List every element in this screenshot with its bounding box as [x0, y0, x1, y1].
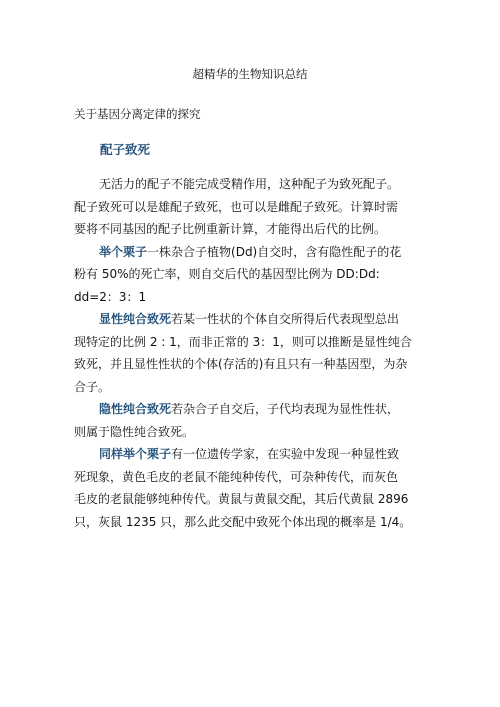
paragraph-line: [74, 398, 434, 421]
paragraph-text: 若某一性状的个体自交所得后代表现型总出: [171, 312, 400, 326]
recessive-lethal-term: 隐性纯合致死: [99, 402, 172, 416]
paragraph-line: 现特定的比例 2 : 1，而非正常的 3：1，则可以推断是显性纯合: [74, 334, 412, 349]
paragraph-line: 只，灰鼠 1235 只，那么此交配中致死个体出现的概率是 1/4。: [74, 514, 412, 529]
paragraph-text: 若杂合子自交后，子代均表现为显性性状，: [171, 402, 400, 416]
section-heading: 配子致死: [100, 142, 151, 157]
example-term: 同样举个栗子: [99, 447, 172, 461]
paragraph-line: 合子。: [74, 379, 111, 394]
paragraph-example-1: [74, 241, 434, 309]
paragraph-line: 粉有 50%的死亡率，则自交后代的基因型比例为 DD:Dd:: [74, 267, 380, 281]
paragraph-recessive-homozygous-lethal: [74, 398, 434, 443]
paragraph-dominant-homozygous-lethal: [74, 308, 434, 398]
example-term: 举个栗子: [99, 244, 148, 259]
paragraph-text: 有一位遗传学家，在实验中发现一种显性致: [171, 447, 400, 461]
paragraph-gamete-lethal-definition: [74, 173, 434, 241]
paragraph-line: 要将不同基因的配子比例重新计算，才能得出后代的比例。: [74, 222, 387, 236]
paragraph-line: 死现象，黄色毛皮的老鼠不能纯种传代，可杂种传代，而灰色: [74, 469, 399, 484]
paragraph-text: 一株杂合子植物(Dd)自交时，含有隐性配子的花: [147, 244, 402, 259]
paragraph-line: [74, 308, 434, 331]
paragraph-example-2: [74, 443, 434, 533]
paragraph-line: dd=2：3：1: [74, 289, 147, 304]
paragraph-line: [74, 241, 434, 264]
paragraph-line: 配子致死可以是雄配子致死，也可以是雌配子致死。计算时需: [74, 199, 399, 214]
document-title: 超精华的生物知识总结: [192, 67, 308, 81]
paragraph-line: [74, 443, 434, 466]
paragraph-line: 则属于隐性纯合致死。: [74, 424, 195, 439]
document-subtitle: 关于基因分离定律的探究: [74, 107, 201, 121]
paragraph-line: 毛皮的老鼠能够纯种传代。黄鼠与黄鼠交配，其后代黄鼠 2896: [74, 492, 409, 506]
dominant-lethal-term: 显性纯合致死: [99, 312, 172, 326]
paragraph-line: 无活力的配子不能完成受精作用，这种配子为致死配子。: [99, 177, 400, 191]
paragraph-line: 致死，并且显性性状的个体(存活的)有且只有一种基因型，为杂: [74, 357, 408, 371]
document-body: [74, 173, 434, 533]
